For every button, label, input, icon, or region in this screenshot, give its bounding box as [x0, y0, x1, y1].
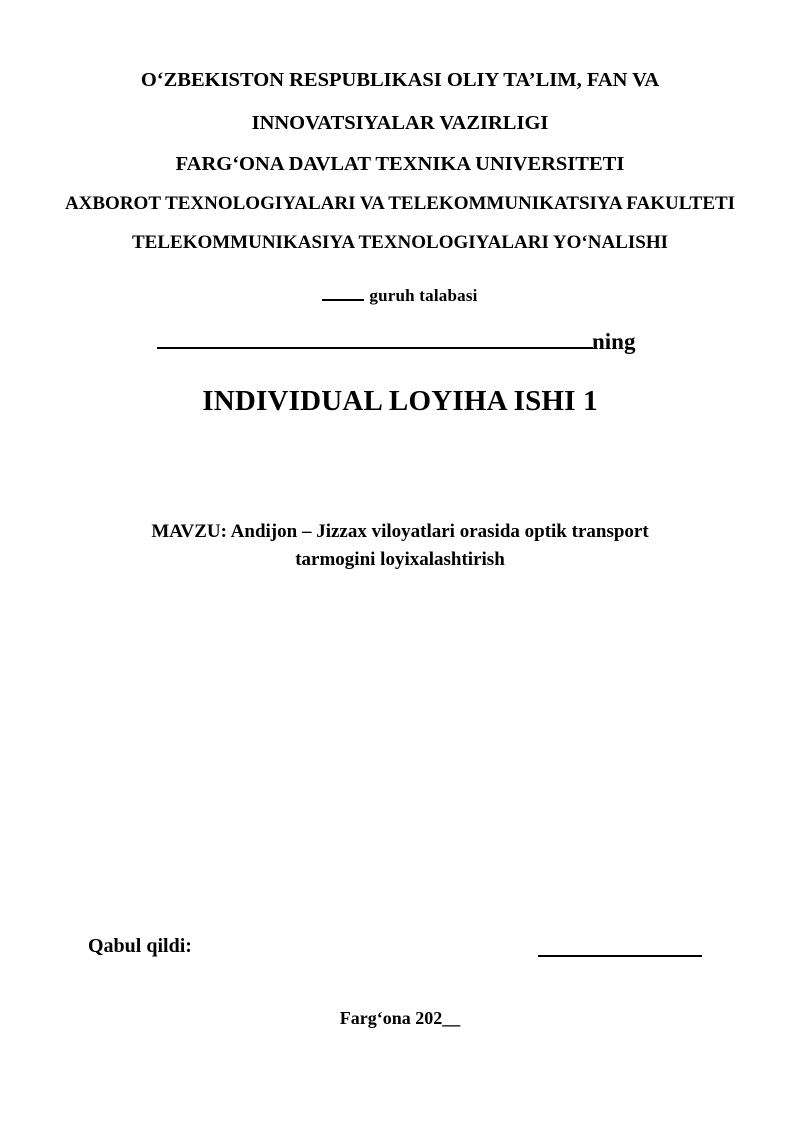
subject-line-1: MAVZU: Andijon – Jizzax viloyatlari orasida optik transport — [151, 521, 649, 542]
header-line-ministry-1: O‘ZBEKISTON RESPUBLIKASI OLIY TA’LIM, FAN VA — [140, 69, 660, 91]
student-group-line — [0, 286, 800, 306]
page-title: INDIVIDUAL LOYIHA ISHI 1 — [202, 385, 598, 417]
header-line-faculty: AXBOROT TEXNOLOGIYALARI VA TELEKOMMUNIKATSIYA FAKULTETI — [64, 192, 736, 214]
subject-block — [110, 518, 690, 573]
student-name-blank[interactable] — [157, 347, 593, 349]
signature-blank[interactable] — [538, 955, 702, 957]
group-label: guruh talabasi — [369, 286, 478, 305]
student-name-suffix: ning — [592, 329, 636, 354]
header-line-university: FARG‘ONA DAVLAT TEXNIKA UNIVERSITETI — [175, 153, 625, 175]
city-year-line: Farg‘ona 202__ — [339, 1008, 461, 1028]
group-number-blank[interactable] — [322, 287, 364, 301]
accepted-by-label: Qabul qildi: — [88, 935, 192, 957]
header-line-department: TELEKOMMUNIKASIYA TEXNOLOGIYALARI YO‘NALISHI — [132, 231, 668, 253]
subject-line-2: tarmogini loyixalashtirish — [295, 548, 505, 570]
institution-header — [0, 70, 800, 252]
header-line-ministry-2: INNOVATSIYALAR VAZIRLIGI — [251, 111, 549, 134]
student-name-row — [157, 330, 647, 353]
